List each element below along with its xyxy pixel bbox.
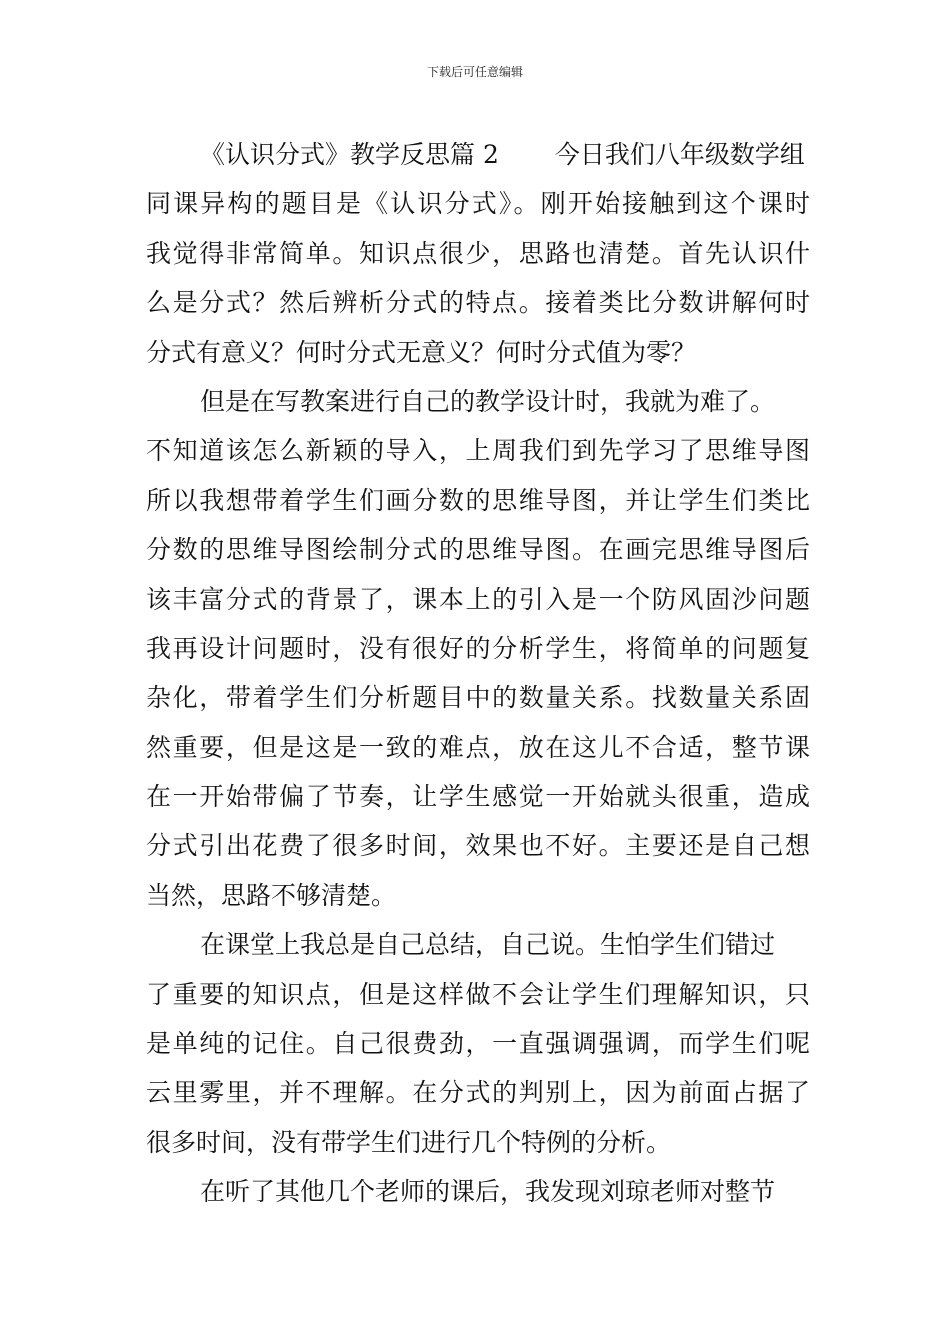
paragraph-line: 是单纯的记住。自己很费劲，一直强调强调，而学生们呢 (146, 1029, 810, 1059)
paragraph-line: 分式有意义？何时分式无意义？何时分式值为零？ (146, 337, 697, 367)
page-header: 下载后可任意编辑 (426, 65, 523, 79)
paragraph-line: 不知道该怎么新颖的导入，上周我们到先学习了思维导图 (146, 436, 810, 466)
paragraph-line: 该丰富分式的背景了，课本上的引入是一个防风固沙问题 (146, 584, 810, 614)
paragraph-line: 在一开始带偏了节奏，让学生感觉一开始就头很重，造成 (146, 782, 810, 812)
paragraph-line: 同课异构的题目是《认识分式》。刚开始接触到这个课时 (146, 189, 810, 219)
paragraph-2 (146, 377, 810, 920)
paragraph-line: 了重要的知识点，但是这样做不会让学生们理解知识，只 (146, 979, 810, 1009)
paragraph-line: 很多时间，没有带学生们进行几个特例的分析。 (146, 1127, 672, 1157)
article-title: 《认识分式》教学反思篇 2 (200, 140, 499, 169)
paragraph-4 (146, 1167, 810, 1216)
paragraph-3 (146, 920, 810, 1167)
paragraph-line: 我觉得非常简单。知识点很少，思路也清楚。首先认识什 (146, 238, 810, 268)
paragraph-line: 分式引出花费了很多时间，效果也不好。主要还是自己想 (146, 831, 810, 861)
paragraph-line: 云里雾里，并不理解。在分式的判别上，因为前面占据了 (146, 1078, 810, 1108)
paragraph-line: 分数的思维导图绘制分式的思维导图。在画完思维导图后 (146, 535, 810, 565)
paragraph-line: 但是在写教案进行自己的教学设计时，我就为难了。 (200, 386, 776, 416)
paragraph-line: 所以我想带着学生们画分数的思维导图，并让学生们类比 (146, 485, 810, 515)
paragraph-line: 么是分式？然后辨析分式的特点。接着类比分数讲解何时 (146, 288, 810, 318)
paragraph-line: 杂化，带着学生们分析题目中的数量关系。找数量关系固 (146, 683, 810, 713)
paragraph-line: 在课堂上我总是自己总结，自己说。生怕学生们错过 (200, 930, 776, 960)
paragraph-1 (146, 130, 810, 377)
paragraph-line: 当然，思路不够清楚。 (146, 880, 397, 910)
paragraph-line: 我再设计问题时，没有很好的分析学生，将简单的问题复 (146, 633, 810, 663)
paragraph-line: 然重要，但是这是一致的难点，放在这儿不合适，整节课 (146, 732, 810, 762)
paragraph-line (146, 130, 810, 179)
paragraph-line: 在听了其他几个老师的课后，我发现刘琼老师对整节 (200, 1177, 776, 1207)
document-body (146, 130, 810, 1217)
line-text: 今日我们八年级数学组 (554, 140, 805, 169)
